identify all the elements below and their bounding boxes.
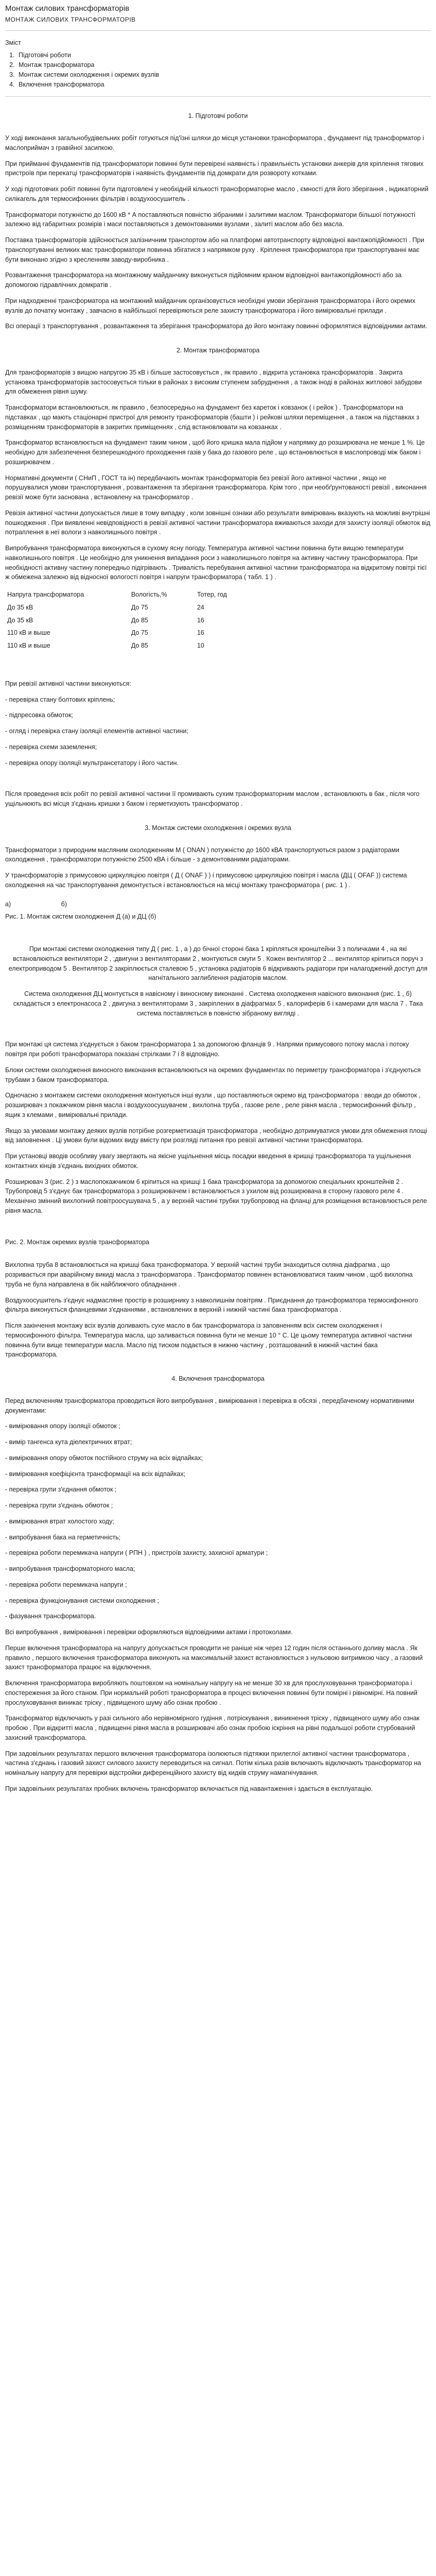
figure-description: Система охолодження ДЦ монтується в навісному і виносному виконанні . Система охолодження навісного виконання (рис. 1 , б) складається з електронасоса 2 , двигуна з вентиляторами 3 , закріплених в діафрагмах 5 , калориферів 6 і камерами для масла 7 . Така система поставляється в повністю зібраному вигляді . xyxy=(13,990,423,1017)
list-item: - перевірка групи з'єднання обмоток ; xyxy=(5,1486,117,1494)
section-heading: 4. Включення трансформатора xyxy=(171,1375,265,1382)
section-heading: 2. Монтаж трансформатора xyxy=(176,347,260,354)
section-preparatory-work xyxy=(5,111,431,331)
table-cell: До 35 кВ xyxy=(7,616,33,624)
list-item: - вимірювання втрат холостого ходу; xyxy=(5,1517,114,1525)
section-heading: 3. Монтаж системи охолодження і окремих вузла xyxy=(145,824,291,832)
table-cell: 10 xyxy=(197,642,204,649)
figure-label-a: а) xyxy=(5,900,11,908)
table-header-cell: Тотер, год xyxy=(197,591,227,598)
list-item: - перевірка опору ізоляції мультрансетатору і його частин. xyxy=(5,759,179,767)
paragraph: У ході підготовчих робіт повинні бути підготовлені у необхідній кількості трансформаторне масло , ємності для його зберігання , індикаторний силікагель для термосифонних фільтрів і воздухоосушитель . xyxy=(5,185,429,202)
paragraph: Перед включенням трансформатора проводиться його випробування , вимірювання і перевірка в обсязі , передбаченому нормативними документами: xyxy=(5,1397,414,1414)
list-item: - випробування бака на герметичність; xyxy=(5,1533,121,1541)
paragraph: При задовільних результатах пробних включень трансформатор включається під навантаження і здається в експлуатацію. xyxy=(5,1785,373,1792)
list-item: - перевірка стану болтових кріплень; xyxy=(5,696,115,703)
list-item: - вимір тангенса кута діелектричних втрат; xyxy=(5,1438,132,1446)
paragraph: При установці вводів особливу увагу звертають на якісне ущільнення місць посадки введення в кришці трансформатора та ущільнення контактних кінців з'єднань вихідних обмоток. xyxy=(5,1153,411,1170)
table-cell: До 35 кВ xyxy=(7,603,33,611)
table-cell: 110 кВ и выше xyxy=(7,642,50,649)
section-cooling-system xyxy=(5,823,431,1360)
paragraph: Вихлопна труба 8 встановлюється на кришці бака трансформатора. У верхній частині труби знаходиться скляна діафрагма , що розривається при аварійному викиді масла з трансформатора . Трансформатор повинен встановлюватися таким чином , щоб вихлопна труба не була направлена в бік найближчого обладнання . xyxy=(5,1261,413,1288)
paragraph: Якщо за умовами монтажу деяких вузлів потрібне розгерметизація трансформатора , необхідно дотримуватися умови для обмеження площі від заповнення . Ці умови були відомих виду вмісту при розгляді питання про ревізії активної частини трансформатора. xyxy=(5,1127,427,1144)
toc-link[interactable]: Монтаж трансформатора xyxy=(19,61,95,69)
paragraph: Випробування трансформатора виконуються в сухому ясну погоду. Температура активної частини повинна бути вищою температури навколишнього повітря . Це необхідно для уникнення випадання роси з навколишнього повітря на активну частину трансформатора. При необхідності активну частину попередньо підігрівають . Тривалість перебування активної частини трансформатора на відкритому повітрі тієї ж обмежена залежно від відносної вологості повітря і напруги трансформатора ( табл. 1 ) . xyxy=(5,545,427,581)
list-item: - перевірка функціонування системи охолодження ; xyxy=(5,1597,160,1604)
toc-item[interactable] xyxy=(16,70,431,80)
paragraph: При надходженні трансформатора на монтажний майданчик організовується необхідні умови зберігання трансформатора і його окремих вузлів до початку монтажу , завчасно в найбільшої перевіряються реле захисту трансформатора і його вимірювальні прилади . xyxy=(5,297,415,314)
figure-caption: Рис. 2. Монтаж окремих вузлів трансформатора xyxy=(5,1238,149,1246)
figure-subpanel-labels xyxy=(5,900,67,909)
list-item: - перевірка роботи перемикача напруги ; xyxy=(5,1581,127,1588)
table-cell: До 85 xyxy=(131,616,148,624)
paragraph: Трансформатори встановлюються, як правило , безпосередньо на фундамент без кареток і ковзанок ( і рейок ) . Трансформатори на підставках , що мають стаціонарні пристрої для ремонту трансформаторів (башти ) і рейкові шляхи переміщення , а також на підставках з розміщенням трансформаторів в закритих приміщеннях , слід встановлювати на ковзанках . xyxy=(5,404,420,431)
section-switching-on xyxy=(5,1374,431,1794)
paragraph: Для трансформаторів з вищою напругою 35 кВ і більше застосовується , як правило , відкрита установка трансформаторів . Закрита установка трансформаторів застосовується тільки в районах з високим ступенем забруднення , а також іноді в районах житлової забудови для обмеження рівня шуму. xyxy=(5,368,422,396)
paragraph: У трансформаторів з примусовою циркуляцією повітря ( Д ( ONAF ) ) і примусовою циркуляцією повітря і масла (ДЦ ( OFAF )) система охолодження на час транспортування демонтується і встановлюється на місці монтажу трансформатора ( рис. 1 ) . xyxy=(5,872,407,889)
toc-item[interactable] xyxy=(16,50,431,60)
figure-caption: Рис. 1. Монтаж систем охолодження Д (а) и ДЦ (б) xyxy=(5,913,156,921)
toc-link[interactable]: Включення трансформатора xyxy=(19,80,104,88)
paragraph: При прийманні фундаментів під трансформатори повинні бути перевірені наявність і правильність установки анкерів для кріплення тягових пристроїв при перекатці трансформаторів і наявність фундаментів під домкрати для розвороту котками. xyxy=(5,160,424,177)
list-item: - перевірка схеми заземлення; xyxy=(5,743,97,751)
table-cell: 16 xyxy=(197,616,204,624)
table-cell: До 75 xyxy=(131,603,148,611)
table-header-cell: Вологість,% xyxy=(131,591,167,598)
list-item: - перевірка роботи перемикача напруги ( РПН ) , пристроїв захисту, захисної арматури ; xyxy=(5,1549,268,1557)
paragraph: При задовільних результатах першого включення трансформатора ізолюються підтяжки прилеглої активної частини трансформатора , частина з'єднань і газовий захист силового захисту переводиться на сигнал. Потім кілька разів включають відключають трансформатор на номінальну напругу для перевірки відстройки диференційного захисту від кидків струму намагнічування. xyxy=(5,1750,421,1776)
table-header-cell: Напруга трансформатора xyxy=(7,591,84,598)
paragraph: Нормативні документи ( СНиП , ГОСТ та ін) передбачають монтаж трансформаторів без ревізії його активної частини , якщо не порушувалися умови транспортування , розвантаження та зберігання трансформатора. Крім того , при необґрунтованості ревізії , виконання ревізії може бути заснована , встановлену на трансформатор . xyxy=(5,474,427,501)
table-cell: 24 xyxy=(197,603,204,611)
divider xyxy=(5,30,431,31)
table-row xyxy=(5,614,247,627)
list-item: - вимірювання опору ізоляції обмоток ; xyxy=(5,1422,120,1430)
paragraph: Трансформатори з природним масляним охолодженням М ( ONAN ) потужністю до 1600 кВА транспортуються разом з радіаторами охолодження , трансформатори потужністю 2500 кВА і більше - з демонтованими радіаторами. xyxy=(5,846,399,863)
table-cell: 110 кВ и выше xyxy=(7,629,50,637)
list-item: - випробування трансформаторного масла; xyxy=(5,1565,135,1572)
paragraph: Одночасно з монтажем системи охолодження монтуються інші вузли , що поставляються окремо від трансформатора : вводи до обмоток , розширювач з покажчиком рівня масла і воздухоосушувачем , вихлопна труба , газове реле , реле рівня масла , термосифонний фільтр , ящик з клемами , вимірювальні прилади. xyxy=(5,1092,421,1118)
figure-label-b: б) xyxy=(61,900,67,908)
table-cell: До 75 xyxy=(131,629,148,637)
page-subtitle: МОНТАЖ СИЛОВИХ ТРАНСФОРМАТОРІВ xyxy=(5,15,136,23)
list-item: - вимірювання коефіцієнта трансформації на всіх відпайках; xyxy=(5,1470,186,1478)
paragraph: У ході виконання загальнобудівельних робіт готуються під'їзні шляхи до місця установки трансформатора , фундамент під трансформатор і маслоприймач з гравійної засипкою. xyxy=(5,134,424,151)
paragraph: Всі операції з транспортування , розвантаження та зберігання трансформатора до його монтажу повинні оформлятися відповідними актами. xyxy=(5,323,427,330)
paragraph: Трансформатори потужністю до 1600 кВ * А поставляються повністю зібраними і залитими маслом. Трансформатори більшої потужності залежно від габаритних розмірів і маси поставляються з демонтованими вузлами , залиті маслом або без масла. xyxy=(5,211,415,228)
paragraph: Воздухоосушитель з'єднує надмасляне простір в розширнику з навколишнім повітрям . Приєднання до трансформатора термосифонного фільтра виконується фланцевими з'єднаннями , встановлених в верхній і нижній частині бака трансформатора . xyxy=(5,1296,418,1314)
table-of-contents xyxy=(16,50,431,89)
table-cell: 16 xyxy=(197,629,204,637)
divider xyxy=(5,96,431,97)
page-title: Монтаж силових трансформаторів xyxy=(5,4,130,13)
section-heading: 1. Підготовчі роботи xyxy=(188,112,248,120)
toc-link[interactable]: Підготовчі роботи xyxy=(19,52,71,59)
paragraph: Ревізія активної частини допускається лише в тому випадку , коли зовнішні ознаки або результати вимірювань вказують на можливі внутрішні пошкодження . При виявленні невідповідності в ревізії активної частини трансформатора вживаються заходи для захисту ізоляції обмоток від потраплення в неї вологи з навколишнього повітря . xyxy=(5,509,430,536)
table-row xyxy=(5,639,247,652)
table-cell: До 85 xyxy=(131,642,148,649)
paragraph: При монтажі ця система з'єднується з баком трансформатора 1 за допомогою фланців 9 . Напрями примусового потоку масла і потоку повітря при роботі трансформатора показані стрілками 7 і 8 відповідно. xyxy=(5,1041,409,1058)
toc-heading: Зміст xyxy=(5,39,21,46)
list-item: - вимірювання опору обмоток постійного струму на всіх відпайках; xyxy=(5,1454,203,1462)
paragraph: Після проведення всіх робіт по ревізії активної частини її промивають сухим трансформаторним маслом , встановлюють в бак , після чого ущільнюють всі місця з'єднань кришки з баком і герметизують трансформатор . xyxy=(5,790,420,807)
table-row xyxy=(5,626,247,639)
humidity-table xyxy=(5,588,247,652)
paragraph: Блоки системи охолодження виносного виконання встановлюються на окремих фундаментах по периметру трансформатора і з'єднуються трубами з баком трансформатора. xyxy=(5,1066,421,1083)
toc-item[interactable] xyxy=(16,80,431,90)
list-item: - підпресовка обмоток; xyxy=(5,711,73,719)
list-intro: При ревізії активної частини виконуються: xyxy=(5,680,131,687)
paragraph: Трансформатор відключають у разі сильного або нерівномірного гудіння , потріскування , виникнення тріску , підвищеного шуму або ознак пробою . При відкритті масла , підвищенні рівня масла в розширювачі або ознак пробою іскріння на рівні подальшої роботи стурбований захисний трансформатора. xyxy=(5,1715,420,1741)
section-transformer-installation xyxy=(5,346,431,809)
toc-item[interactable] xyxy=(16,60,431,70)
list-item: - огляд і перевірка стану ізоляції елементів активної частини; xyxy=(5,727,188,735)
toc-link[interactable]: Монтаж системи охолодження і окремих вузлів xyxy=(19,71,160,78)
paragraph: Включення трансформатора виробляють поштовхом на номінальну напругу на не менше 30 хв для прослуховування трансформатора і спостереження за його станом. При нормальній роботі трансформатора в процесі включення повинні бути помірні і рівномірні. На повний прослуховування виникає тріску , підвищеного шуму або ознак пробою . xyxy=(5,1680,417,1706)
paragraph: Поставка трансформаторів здійснюється залізничним транспортом або на платформі автотранспорту відповідної вантажопідйомності . При транспортуванні великих мас трансформатори повинна збігатися з напрямком руху . Кріплення трансформатора при транспортуванні має бути виконано згідно з кресленням заводу-виробника . xyxy=(5,236,425,263)
paragraph: Трансформатор встановлюється на фундамент таким чином , щоб його кришка мала підйом у напрямку до розширювача не менше 1 %. Це необхідно для забезпечення безперешкодного проходження газів у бака до газового реле , що встановлюється в маслопроводі між баком і розширювачем . xyxy=(5,439,425,466)
list-item: - перевірка групи з'єднань обмоток ; xyxy=(5,1502,113,1509)
figure-description: При монтажі системи охолодження типу Д ( рис. 1 , а ) до бічної стороні бака 1 кріпляться кронштейни 3 з поличками 4 , на які встановлюються вентилятори 2 , ;двигуни з вентиляторами 2 , монтуються смуги 5 . Кожен вентилятор 2 ... вентилятор кріпиться поруч з електроприводом 5 . Вентилятор 2 закріплюється сталевою 5 , установка радіаторів 6 відкривають радіатори при налагоджений доступ для нагнітального заглиблення радіаторів маслом. xyxy=(8,945,428,982)
paragraph: Розширювач 3 (рис. 2 ) з маслопокажчиком 6 кріпиться на кришці 1 бака трансформатора за допомогою спеціальних кронштейнів 2 . Трубопровід 5 з'єднує бак трансформатора з розширювачем і встановлюється з ухилом від розширювача в сторону газового реле 4 . Механічно змінний вихлопний повітроосушувача 5 , а у верхній частині трубки трубопровод на фланці для розміщення встановлюється реле рівня масла. xyxy=(5,1178,427,1214)
paragraph: Перше включення трансформатора на напругу допускається проводити не раніше ніж через 12 годин після останнього доливу масла . Як правило , першого включення трансформатора виконують на максимальній захист встановлюється з нульовою витримкою часу , а газовий захист трансформатора працює на відключення. xyxy=(5,1644,423,1671)
table-header-row xyxy=(5,588,247,601)
paragraph: Після закінчення монтажу всіх вузлів доливають сухе масло в бак трансформатора із заповненням всіх систем охолодження і термосифонного фільтра. Температура масла, що заливається повинна бути не менше 10 ° С. Це цьому температура активної частини повинна бути вище температури масла. Масло під тиском подається в нижню частину , розташований в нижній частині бака трансформатора. xyxy=(5,1322,412,1359)
table-row xyxy=(5,601,247,614)
paragraph: Всі випробування , вимірювання і перевірки оформляються відповідними актами і протоколами. xyxy=(5,1629,293,1636)
paragraph: Розвантаження трансформатора на монтажному майданчику виконується підйомним краном відповідної вантажопідйомності або за допомогою гідравлічних домкратів . xyxy=(5,272,402,289)
list-item: - фазування трансформатора. xyxy=(5,1613,96,1620)
